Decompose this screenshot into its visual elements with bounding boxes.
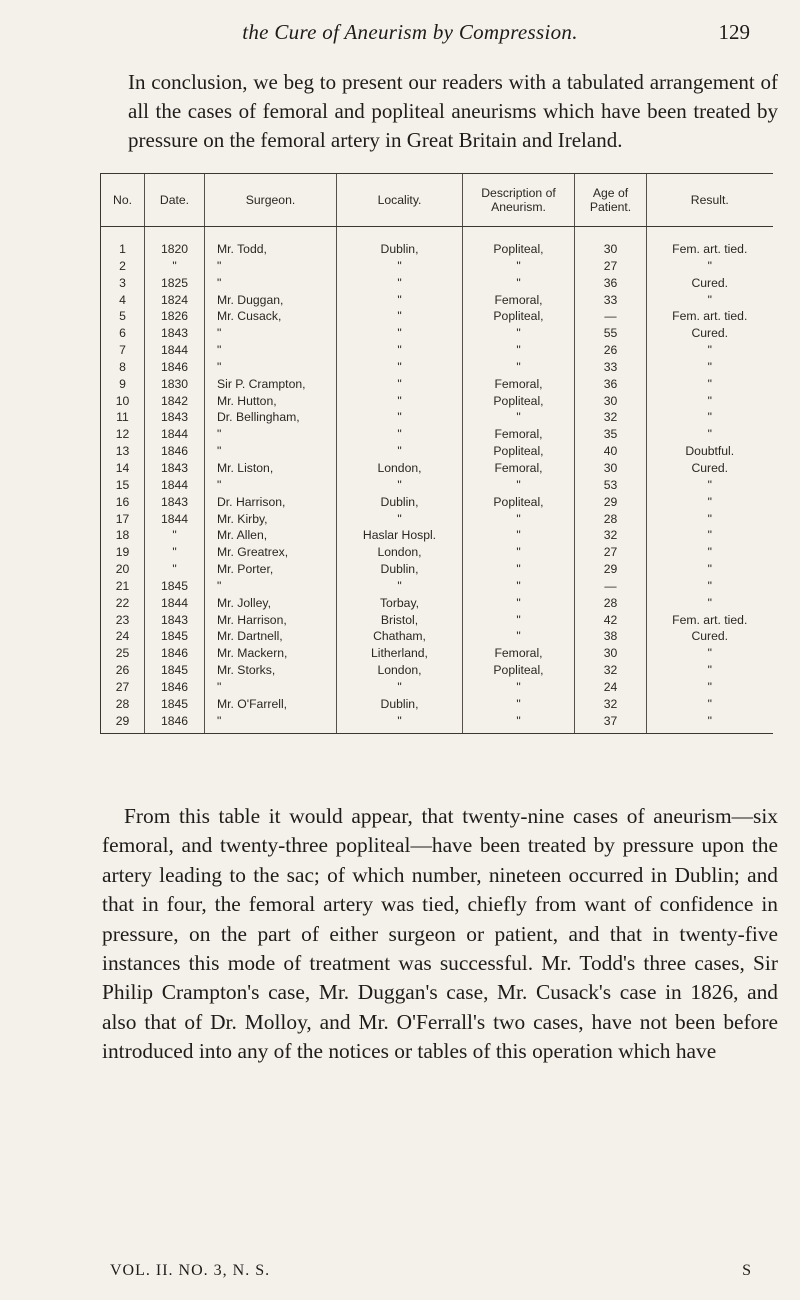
cell-age: 29 (575, 494, 647, 511)
cell-locality: Chatham, (337, 628, 463, 645)
cell-date: 1846 (145, 443, 205, 460)
cell-locality: " (337, 308, 463, 325)
cell-result: " (647, 696, 773, 713)
page-number: 129 (718, 20, 750, 44)
cell-age: 28 (575, 595, 647, 612)
cell-result: " (647, 359, 773, 376)
cell-age: 38 (575, 628, 647, 645)
cell-surgeon: " (205, 359, 337, 376)
cell-description: Popliteal, (463, 227, 575, 258)
cell-no: 18 (101, 527, 145, 544)
cell-age: 27 (575, 544, 647, 561)
cell-no: 27 (101, 679, 145, 696)
cell-no: 15 (101, 477, 145, 494)
cell-date: 1820 (145, 227, 205, 258)
cell-result: Cured. (647, 325, 773, 342)
cell-description: Popliteal, (463, 393, 575, 410)
cell-surgeon: Mr. O'Farrell, (205, 696, 337, 713)
cell-no: 24 (101, 628, 145, 645)
cell-locality: Dublin, (337, 561, 463, 578)
cell-no: 12 (101, 426, 145, 443)
cell-date: 1826 (145, 308, 205, 325)
cell-description: " (463, 544, 575, 561)
cell-result: " (647, 376, 773, 393)
cell-no: 2 (101, 258, 145, 275)
table-row (101, 578, 773, 595)
cell-surgeon: " (205, 443, 337, 460)
cell-locality: " (337, 258, 463, 275)
cell-locality: " (337, 426, 463, 443)
cell-locality: Dublin, (337, 227, 463, 258)
cell-age: 30 (575, 460, 647, 477)
cell-locality: " (337, 409, 463, 426)
cell-age: 28 (575, 511, 647, 528)
cell-date: " (145, 561, 205, 578)
cell-result: " (647, 595, 773, 612)
table-row (101, 544, 773, 561)
cell-date: 1842 (145, 393, 205, 410)
cell-result: " (647, 511, 773, 528)
cell-age: 33 (575, 292, 647, 309)
table-row (101, 696, 773, 713)
cell-result: " (647, 544, 773, 561)
cell-description: " (463, 342, 575, 359)
cell-description: " (463, 578, 575, 595)
cell-description: " (463, 258, 575, 275)
cell-date: 1844 (145, 342, 205, 359)
table-row (101, 325, 773, 342)
cell-description: Popliteal, (463, 662, 575, 679)
table-row (101, 359, 773, 376)
cell-locality: " (337, 359, 463, 376)
cell-result: " (647, 713, 773, 734)
cell-locality: London, (337, 460, 463, 477)
intro-paragraph: In conclusion, we beg to present our readers with a tabulated arrangement of all the cases of femoral and popliteal aneurisms which have been treated by pressure on the femoral artery in Great Britain and Ireland. (128, 70, 778, 152)
cell-age: 30 (575, 227, 647, 258)
cell-description: " (463, 679, 575, 696)
cell-date: 1830 (145, 376, 205, 393)
table-row (101, 561, 773, 578)
cell-age: 53 (575, 477, 647, 494)
table-row (101, 662, 773, 679)
cell-description: " (463, 409, 575, 426)
cell-age: — (575, 308, 647, 325)
cell-age: 36 (575, 275, 647, 292)
cell-result: " (647, 645, 773, 662)
cell-result: " (647, 679, 773, 696)
cell-age: 37 (575, 713, 647, 734)
table-row (101, 426, 773, 443)
cell-surgeon: Sir P. Crampton, (205, 376, 337, 393)
cell-description: Femoral, (463, 460, 575, 477)
cell-surgeon: " (205, 713, 337, 734)
cell-result: Cured. (647, 275, 773, 292)
cell-locality: " (337, 292, 463, 309)
cell-surgeon: Mr. Kirby, (205, 511, 337, 528)
table-row (101, 342, 773, 359)
cell-description: " (463, 696, 575, 713)
cell-date: 1846 (145, 645, 205, 662)
table-row (101, 292, 773, 309)
table-row (101, 511, 773, 528)
cell-no: 17 (101, 511, 145, 528)
cell-result: Doubtful. (647, 443, 773, 460)
cell-surgeon: Mr. Porter, (205, 561, 337, 578)
aneurism-cases-table (100, 173, 773, 734)
col-header-description: Description of Aneurism. (463, 174, 575, 227)
cell-date: 1846 (145, 359, 205, 376)
cell-surgeon: " (205, 679, 337, 696)
cell-date: 1845 (145, 662, 205, 679)
cell-age: 30 (575, 393, 647, 410)
cell-date: 1843 (145, 612, 205, 629)
cell-locality: Haslar Hospl. (337, 527, 463, 544)
cell-locality: " (337, 393, 463, 410)
cell-description: Femoral, (463, 645, 575, 662)
table-row (101, 393, 773, 410)
table-row (101, 308, 773, 325)
cell-age: 32 (575, 662, 647, 679)
cell-no: 10 (101, 393, 145, 410)
table-row (101, 477, 773, 494)
cell-surgeon: Mr. Todd, (205, 227, 337, 258)
cell-no: 26 (101, 662, 145, 679)
table-row (101, 679, 773, 696)
cell-no: 22 (101, 595, 145, 612)
table-row (101, 258, 773, 275)
cell-date: 1845 (145, 628, 205, 645)
cell-locality: " (337, 511, 463, 528)
cell-surgeon: Mr. Duggan, (205, 292, 337, 309)
cell-surgeon: Mr. Liston, (205, 460, 337, 477)
conclusion-text: From this table it would appear, that twenty-nine cases of aneurism—six femoral, and twenty-three popliteal—have been treated by pressure upon the artery leading to the sac; of which number, nineteen occurred in Dublin; and that in four, the femoral artery was tied, chiefly from want of confidence in pressure, on the part of either surgeon or patient, and that in twenty-five instances this mode of treatment was successful. Mr. Todd's three cases, Sir Philip Crampton's case, Mr. Duggan's case, Mr. Cusack's case in 1826, and also that of Dr. Molloy, and Mr. O'Ferrall's two cases, have not been before introduced into any of the notices or tables of this operation which have (102, 804, 778, 1064)
cell-date: 1844 (145, 477, 205, 494)
cell-description: " (463, 527, 575, 544)
cell-no: 28 (101, 696, 145, 713)
cell-locality: Litherland, (337, 645, 463, 662)
cell-result: " (647, 393, 773, 410)
cell-date: 1824 (145, 292, 205, 309)
cell-no: 5 (101, 308, 145, 325)
cell-age: 36 (575, 376, 647, 393)
cell-age: 55 (575, 325, 647, 342)
cell-surgeon: " (205, 578, 337, 595)
cell-date: 1846 (145, 713, 205, 734)
cell-locality: " (337, 443, 463, 460)
cell-surgeon: Mr. Hutton, (205, 393, 337, 410)
cell-date: 1825 (145, 275, 205, 292)
cell-no: 6 (101, 325, 145, 342)
cell-description: " (463, 511, 575, 528)
cell-locality: London, (337, 662, 463, 679)
cell-no: 9 (101, 376, 145, 393)
cell-description: Popliteal, (463, 308, 575, 325)
table-row (101, 595, 773, 612)
cell-locality: Bristol, (337, 612, 463, 629)
cell-locality: " (337, 713, 463, 734)
cell-age: 32 (575, 696, 647, 713)
cell-date: 1843 (145, 460, 205, 477)
table-row (101, 645, 773, 662)
col-header-no: No. (101, 174, 145, 227)
table-header-row (101, 174, 773, 227)
cell-description: " (463, 325, 575, 342)
col-header-date: Date. (145, 174, 205, 227)
cell-description: " (463, 612, 575, 629)
cell-date: 1845 (145, 578, 205, 595)
cell-no: 13 (101, 443, 145, 460)
cell-locality: London, (337, 544, 463, 561)
cell-date: 1843 (145, 494, 205, 511)
cell-locality: " (337, 325, 463, 342)
cell-locality: Dublin, (337, 696, 463, 713)
volume-signature: VOL. II. NO. 3, N. S. (110, 1262, 271, 1279)
cell-locality: " (337, 578, 463, 595)
cell-result: Cured. (647, 628, 773, 645)
cell-result: " (647, 409, 773, 426)
cell-locality: " (337, 275, 463, 292)
cell-surgeon: Mr. Greatrex, (205, 544, 337, 561)
cell-description: Femoral, (463, 292, 575, 309)
cell-surgeon: " (205, 275, 337, 292)
table-row (101, 460, 773, 477)
cell-age: 27 (575, 258, 647, 275)
cell-surgeon: Mr. Harrison, (205, 612, 337, 629)
col-header-result: Result. (647, 174, 773, 227)
cell-description: " (463, 628, 575, 645)
table-row (101, 527, 773, 544)
cell-date: 1844 (145, 511, 205, 528)
cell-date: " (145, 258, 205, 275)
cell-locality: " (337, 376, 463, 393)
cell-surgeon: " (205, 426, 337, 443)
cell-no: 1 (101, 227, 145, 258)
cell-surgeon: " (205, 325, 337, 342)
cell-description: Femoral, (463, 376, 575, 393)
page-header (0, 20, 800, 50)
cell-age: 29 (575, 561, 647, 578)
cell-no: 16 (101, 494, 145, 511)
cell-result: Fem. art. tied. (647, 227, 773, 258)
cell-surgeon: Dr. Harrison, (205, 494, 337, 511)
cell-surgeon: Mr. Allen, (205, 527, 337, 544)
table-row (101, 713, 773, 734)
col-header-age: Age of Patient. (575, 174, 647, 227)
cell-locality: " (337, 679, 463, 696)
cell-date: " (145, 544, 205, 561)
col-header-locality: Locality. (337, 174, 463, 227)
table-row (101, 376, 773, 393)
cell-surgeon: Mr. Dartnell, (205, 628, 337, 645)
cell-description: " (463, 713, 575, 734)
cell-no: 3 (101, 275, 145, 292)
cell-no: 14 (101, 460, 145, 477)
cell-description: " (463, 561, 575, 578)
cell-no: 21 (101, 578, 145, 595)
cell-result: " (647, 258, 773, 275)
cell-no: 4 (101, 292, 145, 309)
cell-date: 1843 (145, 325, 205, 342)
cell-result: " (647, 292, 773, 309)
cell-no: 23 (101, 612, 145, 629)
cell-description: " (463, 477, 575, 494)
cell-age: 30 (575, 645, 647, 662)
cell-no: 25 (101, 645, 145, 662)
cell-result: " (647, 426, 773, 443)
cell-result: " (647, 494, 773, 511)
cell-result: " (647, 561, 773, 578)
running-title: the Cure of Aneurism by Compression. (242, 20, 578, 44)
cell-age: 35 (575, 426, 647, 443)
cell-no: 7 (101, 342, 145, 359)
cell-surgeon: " (205, 258, 337, 275)
cell-result: Fem. art. tied. (647, 612, 773, 629)
cell-no: 29 (101, 713, 145, 734)
cell-no: 8 (101, 359, 145, 376)
cell-description: " (463, 595, 575, 612)
cell-locality: Dublin, (337, 494, 463, 511)
cell-surgeon: Mr. Jolley, (205, 595, 337, 612)
cell-result: " (647, 477, 773, 494)
cell-result: " (647, 527, 773, 544)
cell-age: 40 (575, 443, 647, 460)
cell-age: 26 (575, 342, 647, 359)
cell-surgeon: Mr. Cusack, (205, 308, 337, 325)
cell-description: Popliteal, (463, 494, 575, 511)
cell-age: 24 (575, 679, 647, 696)
cell-surgeon: Mr. Storks, (205, 662, 337, 679)
cell-result: " (647, 662, 773, 679)
cell-date: 1844 (145, 426, 205, 443)
cell-date: 1846 (145, 679, 205, 696)
cell-description: Femoral, (463, 426, 575, 443)
cell-surgeon: Mr. Mackern, (205, 645, 337, 662)
signature-mark: S (742, 1262, 752, 1279)
table-row (101, 612, 773, 629)
cell-result: Cured. (647, 460, 773, 477)
cell-date: 1843 (145, 409, 205, 426)
table-row (101, 409, 773, 426)
col-header-surgeon: Surgeon. (205, 174, 337, 227)
cell-age: — (575, 578, 647, 595)
cell-surgeon: " (205, 477, 337, 494)
cell-age: 32 (575, 409, 647, 426)
conclusion-paragraph (102, 802, 778, 1067)
table-row (101, 494, 773, 511)
cell-locality: " (337, 477, 463, 494)
cell-description: Popliteal, (463, 443, 575, 460)
table-row (101, 628, 773, 645)
cell-age: 33 (575, 359, 647, 376)
cell-date: 1844 (145, 595, 205, 612)
cell-surgeon: Dr. Bellingham, (205, 409, 337, 426)
cell-description: " (463, 359, 575, 376)
cell-no: 11 (101, 409, 145, 426)
cell-age: 32 (575, 527, 647, 544)
cell-locality: Torbay, (337, 595, 463, 612)
cell-surgeon: " (205, 342, 337, 359)
cell-description: " (463, 275, 575, 292)
cell-no: 20 (101, 561, 145, 578)
cell-locality: " (337, 342, 463, 359)
table-row (101, 443, 773, 460)
cell-result: Fem. art. tied. (647, 308, 773, 325)
table-row (101, 275, 773, 292)
table-row (101, 227, 773, 258)
cell-result: " (647, 578, 773, 595)
cell-date: 1845 (145, 696, 205, 713)
cell-result: " (647, 342, 773, 359)
cell-date: " (145, 527, 205, 544)
page-footer (110, 1262, 760, 1290)
cell-age: 42 (575, 612, 647, 629)
cell-no: 19 (101, 544, 145, 561)
